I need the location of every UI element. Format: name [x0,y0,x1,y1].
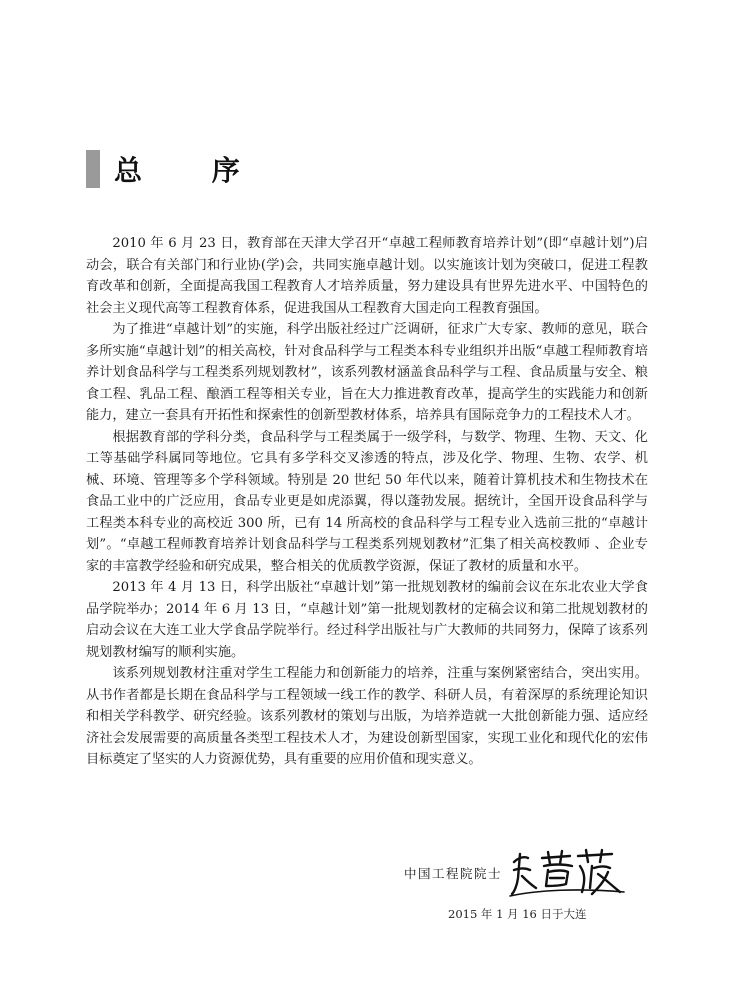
paragraph: 该系列规划教材注重对学生工程能力和创新能力的培养，注重与案例紧密结合，突出实用。从书作者都是长期在食品科学与工程领域一线工作的教学、科研人员，有着深厚的系统理论知识和相关学科教学、研究经验。该系列教材的策划与出版，为培养造就一大批创新能力强、适应经济社会发展需要的高质量各类型工程技术人才，为建设创新型国家，实现工业化和现代化的宏伟目标奠定了坚实的人力资源优势，具有重要的应用价值和现实意义。 [86,666,648,767]
paragraph: 2010 年 6 月 23 日，教育部在天津大学召开“卓越工程师教育培养计划”(即“卓越计划”)启动会，联合有关部门和行业协(学)会，共同实施卓越计划。以实施该计划为突破口，促进工程教育改革和创新，全面提高我国工程教育人才培养质量，努力建设具有世界先进水平、中国特色的社会主义现代高等工程教育体系，促进我国从工程教育大国走向工程教育强国。 [86,236,648,316]
signoff-date: 2015 年 1 月 16 日于大连 [448,907,587,921]
signer-title: 中国工程院院士 [404,866,503,881]
page-title: 总 序 [114,154,270,187]
paragraph: 根据教育部的学科分类，食品科学与工程类属于一级学科，与数学、物理、生物、天文、化工等基础学科属同等地位。它具有多学科交叉渗透的特点，涉及化学、物理、生物、农学、机械、环境、管理等多个学科领域。特别是 20 世纪 50 年代以来，随着计算机技术和生物技术在食品工业中的广泛应用，食品专业更是如虎添翼，得以蓬勃发展。据统计，全国开设食品科学与工程类本科专业的高校近 300 所，已有 14 所高校的食品科学与工程专业入选前三批的“卓越计划”。“卓越工程师教育培养计划食品科学与工程类系列规划教材”汇集了相关高校教师 、企业专家的丰富教学经验和研究成果，整合相关的优质教学资源，保证了教材的质量和水平。 [86,429,648,574]
preface-body [86,233,648,771]
signoff-block [404,848,654,904]
heading-accent-bar [86,150,100,188]
handwritten-signature [508,848,626,900]
paragraph: 2013 年 4 月 13 日，科学出版社“卓越计划”第一批规划教材的编前会议在东北农业大学食品学院举办；2014 年 6 月 13 日，“卓越计划”第一批规划教材的定稿会议和第二批规划教材的启动会议在大连工业大学食品学院举行。经过科学出版社与广大教师的共同努力，保障了该系列规划教材编写的顺利实施。 [86,580,648,660]
preface-heading [86,150,270,188]
paragraph: 为了推进“卓越计划”的实施，科学出版社经过广泛调研，征求广大专家、教师的意见，联合多所实施“卓越计划”的相关高校，针对食品科学与工程类本科专业组织并出版“卓越工程师教育培养计划食品科学与工程类系列规划教材”，该系列教材涵盖食品科学与工程、食品质量与安全、粮食工程、乳品工程、酿酒工程等相关专业，旨在大力推进教育改革，提高学生的实践能力和创新能力，建立一套具有开拓性和探索性的创新型教材体系，培养具有国际竞争力的工程技术人才。 [86,322,648,423]
